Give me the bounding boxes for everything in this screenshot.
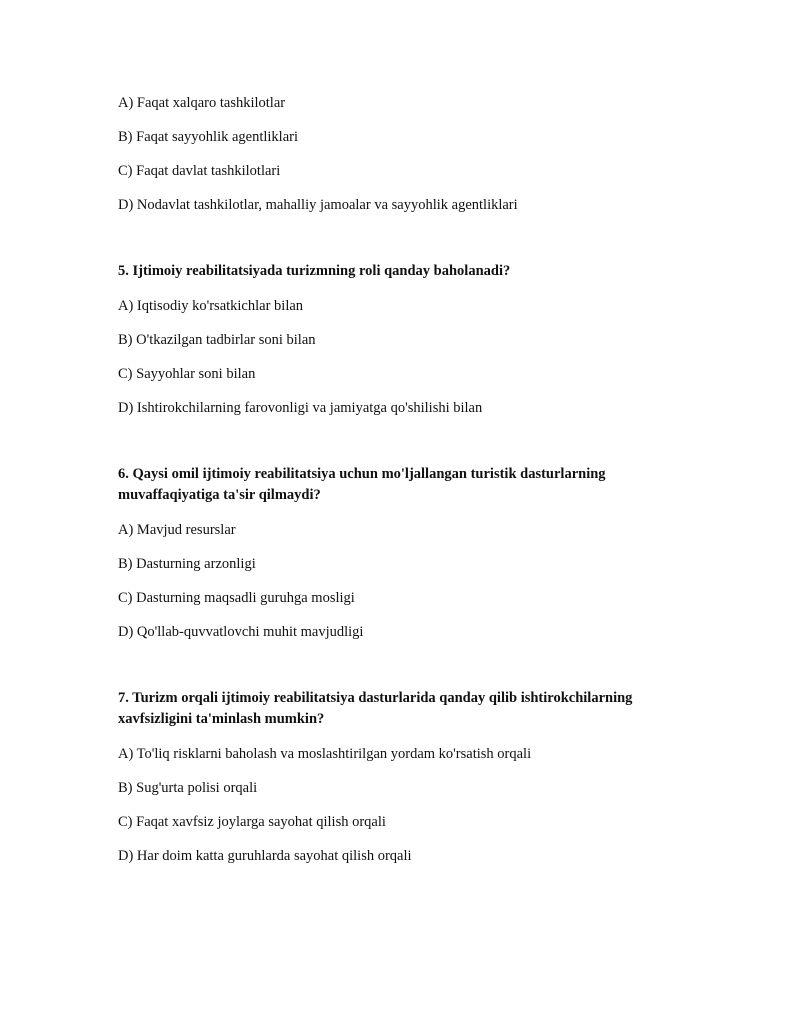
option-prev-b: B) Faqat sayyohlik agentliklari bbox=[118, 129, 299, 145]
question-5-option-d: D) Ishtirokchilarning farovonligi va jamiyatga qo'shilishi bilan bbox=[118, 400, 483, 416]
question-6-option-c: C) Dasturning maqsadli guruhga mosligi bbox=[118, 590, 355, 606]
option-prev-c: C) Faqat davlat tashkilotlari bbox=[118, 163, 281, 179]
question-6-option-a: A) Mavjud resurslar bbox=[118, 522, 236, 538]
question-7-option-a: A) To'liq risklarni baholash va moslashtirilgan yordam ko'rsatish orqali bbox=[118, 746, 532, 762]
question-6-option-d: D) Qo'llab-quvvatlovchi muhit mavjudligi bbox=[118, 624, 364, 640]
question-7-option-b: B) Sug'urta polisi orqali bbox=[118, 780, 258, 796]
question-5-option-c: C) Sayyohlar soni bilan bbox=[118, 366, 256, 382]
question-6-option-b: B) Dasturning arzonligi bbox=[118, 556, 256, 572]
option-prev-d: D) Nodavlat tashkilotlar, mahalliy jamoalar va sayyohlik agentliklari bbox=[118, 197, 518, 213]
option-prev-a: A) Faqat xalqaro tashkilotlar bbox=[118, 95, 286, 111]
question-6: 6. Qaysi omil ijtimoiy reabilitatsiya uchun mo'ljallangan turistik dasturlarning muvaffaqiyatiga ta'sir qilmaydi? bbox=[118, 466, 606, 503]
question-5-option-b: B) O'tkazilgan tadbirlar soni bilan bbox=[118, 332, 316, 348]
question-7-option-d: D) Har doim katta guruhlarda sayohat qilish orqali bbox=[118, 848, 412, 864]
question-7-option-c: C) Faqat xavfsiz joylarga sayohat qilish orqali bbox=[118, 814, 386, 830]
question-7: 7. Turizm orqali ijtimoiy reabilitatsiya dasturlarida qanday qilib ishtirokchilarning xavfsizligini ta'minlash mumkin? bbox=[118, 690, 633, 727]
question-5-option-a: A) Iqtisodiy ko'rsatkichlar bilan bbox=[118, 298, 304, 314]
question-5: 5. Ijtimoiy reabilitatsiyada turizmning roli qanday baholanadi? bbox=[118, 263, 511, 279]
